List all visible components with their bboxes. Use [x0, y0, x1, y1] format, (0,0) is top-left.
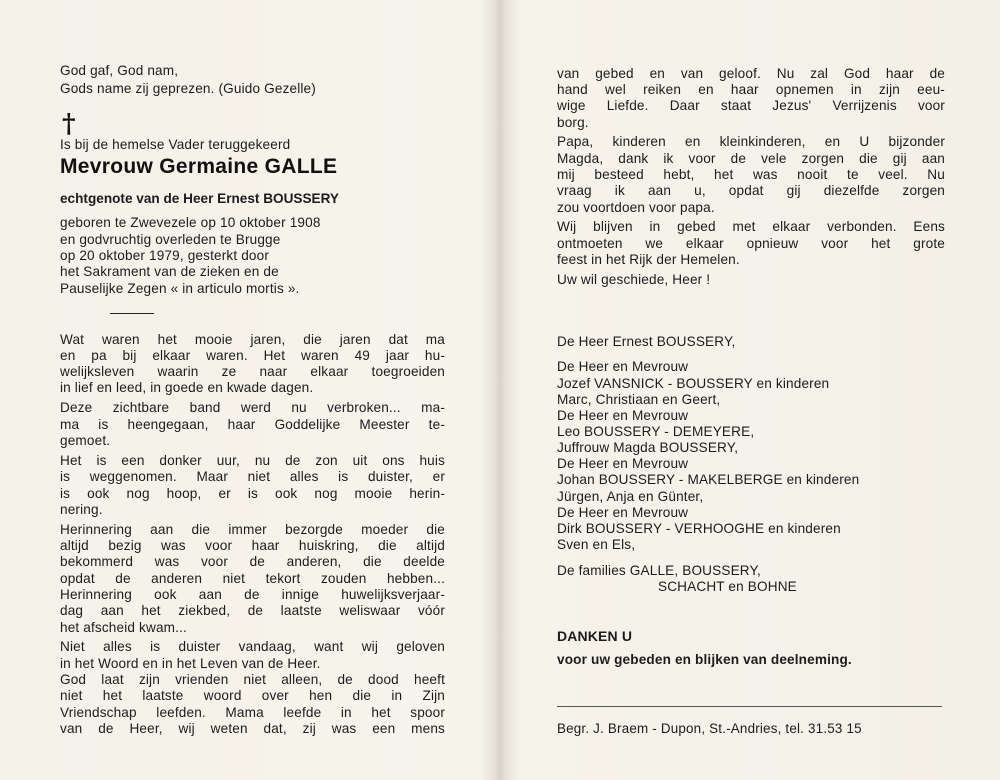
- text-line: Herinnering ook aan de innige huwelijksverjaar-: [60, 587, 445, 602]
- text-line: is weggenomen. Maar niet alles is duister, er: [60, 469, 445, 484]
- text-line: Uw wil geschiede, Heer !: [557, 272, 711, 287]
- divider: [110, 313, 154, 314]
- text-line: is ook nog hoop, er is ook nog mooie herin-: [60, 486, 445, 501]
- text-line: Wat waren het mooie jaren, die jaren dat ma: [60, 332, 445, 347]
- family-line: De Heer en Mevrouw: [557, 505, 689, 520]
- family-line: Sven en Els,: [557, 537, 636, 552]
- family-line: Jürgen, Anja en Günter,: [557, 489, 704, 504]
- text-line: bekommerd was voor de anderen, die deelde: [60, 554, 445, 569]
- birth-line: geboren te Zwevezele op 10 oktober 1908: [60, 215, 321, 230]
- text-line: en pa bij elkaar waren. Het waren 49 jaar hu-: [60, 348, 445, 363]
- text-line: Niet alles is duister vandaag, want wij geloven: [60, 639, 445, 654]
- deceased-name: Mevrouw Germaine GALLE: [60, 155, 338, 178]
- thanks-heading: DANKEN U: [557, 628, 633, 644]
- text-line: feest in het Rijk der Hemelen.: [557, 252, 740, 267]
- text-line: Vriendschap leefden. Mama leefde in het spoor: [60, 705, 445, 720]
- text-line: niet het laatste woord over hen die in Zijn: [60, 688, 445, 703]
- text-line: altijd bezig was voor haar huiskring, die altijd: [60, 538, 445, 553]
- quote-line: Gods name zij geprezen. (Guido Gezelle): [60, 81, 316, 96]
- thanks-subtitle: voor uw gebeden en blijken van deelneming.: [557, 652, 852, 667]
- intro-line: Is bij de hemelse Vader teruggekeerd: [60, 137, 291, 152]
- spouse-line: echtgenote van de Heer Ernest BOUSSERY: [60, 191, 340, 206]
- text-line: God laat zijn vrienden niet alleen, de dood heeft: [60, 672, 445, 687]
- text-line: dag aan het ziekbed, de laatste weliswaar vóór: [60, 603, 445, 618]
- text-line: borg.: [557, 115, 589, 130]
- birth-line: op 20 oktober 1979, gesterkt door: [60, 248, 269, 263]
- text-line: hand wel reiken en haar opnemen in zijn eeu-: [557, 82, 945, 97]
- text-line: Wij blijven in gebed met elkaar verbonden. Eens: [557, 219, 945, 234]
- text-line: Magda, dank ik voor de vele zorgen die gij aan: [557, 151, 945, 166]
- family-line: Marc, Christiaan en Geert,: [557, 392, 721, 407]
- text-line: gemoet.: [60, 433, 111, 448]
- text-line: Deze zichtbare band werd nu verbroken... ma-: [60, 400, 445, 415]
- text-line: opdat de anderen niet tekort zouden hebben...: [60, 571, 445, 586]
- text-line: in het Woord en in het Leven van de Heer.: [60, 656, 321, 671]
- text-line: van de Heer, wij weten dat, zij was een mens: [60, 721, 445, 736]
- family-line: Jozef VANSNICK - BOUSSERY en kinderen: [557, 376, 830, 391]
- text-line: zou voortdoen voor papa.: [557, 200, 715, 215]
- family-line: De Heer en Mevrouw: [557, 456, 689, 471]
- family-line: De Heer en Mevrouw: [557, 359, 689, 374]
- text-line: mij besteed hebt, het was nooit te veel. Nu: [557, 167, 945, 182]
- text-line: het afscheid kwam...: [60, 620, 187, 635]
- quote-line: God gaf, God nam,: [60, 63, 179, 78]
- family-line: Johan BOUSSERY - MAKELBERGE en kinderen: [557, 472, 860, 487]
- family-line: De Heer en Mevrouw: [557, 408, 689, 423]
- families-line: SCHACHT en BOHNE: [658, 579, 797, 594]
- birth-line: en godvruchtig overleden te Brugge: [60, 232, 281, 247]
- family-line: Leo BOUSSERY - DEMEYERE,: [557, 424, 755, 439]
- family-line: Juffrouw Magda BOUSSERY,: [557, 440, 739, 455]
- text-line: Het is een donker uur, nu de zon uit ons huis: [60, 453, 445, 468]
- text-line: van gebed en van geloof. Nu zal God haar de: [557, 66, 945, 81]
- cross-icon: †: [62, 109, 76, 139]
- text-line: ontmoeten we elkaar opnieuw voor het grote: [557, 236, 945, 251]
- footer-divider: [557, 706, 942, 707]
- printer-credit: Begr. J. Braem - Dupon, St.-Andries, tel. 31.53 15: [557, 721, 862, 736]
- family-line: De Heer Ernest BOUSSERY,: [557, 334, 736, 349]
- birth-line: het Sakrament van de zieken en de: [60, 264, 279, 279]
- families-line: De families GALLE, BOUSSERY,: [557, 563, 761, 578]
- text-line: Papa, kinderen en kleinkinderen, en U bijzonder: [557, 134, 945, 149]
- family-line: Dirk BOUSSERY - VERHOOGHE en kinderen: [557, 521, 841, 536]
- birth-line: Pauselijke Zegen « in articulo mortis ».: [60, 281, 300, 296]
- text-line: welijksleven waarin ze naar elkaar toegroeiden: [60, 364, 445, 379]
- text-line: Herinnering aan die immer bezorgde moeder die: [60, 522, 445, 537]
- text-line: ma is heengegaan, haar Goddelijke Meester te-: [60, 417, 445, 432]
- text-line: wige Liefde. Daar staat Jezus' Verrijzenis voor: [557, 98, 945, 113]
- text-line: in lief en leed, in goede en kwade dagen.: [60, 380, 314, 395]
- text-line: vraag ik aan u, opdat gij diezelfde zorgen: [557, 183, 945, 198]
- text-line: nering.: [60, 502, 103, 517]
